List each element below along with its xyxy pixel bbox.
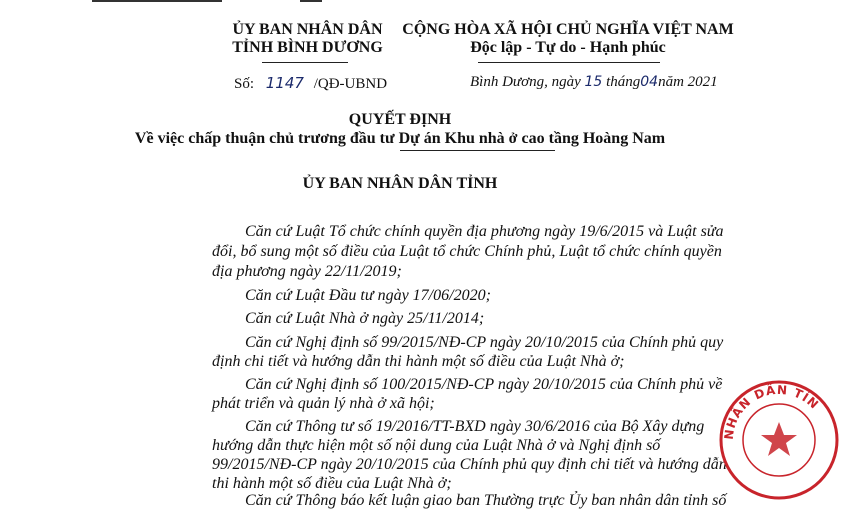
paragraph-line: Căn cứ Nghị định số 100/2015/NĐ-CP ngày 20/10/2015 của Chính phủ về: [245, 376, 723, 393]
handwritten-month: 04: [640, 74, 659, 90]
paragraph-line: địa phương ngày 22/11/2019;: [212, 263, 402, 280]
document-date: [470, 74, 718, 91]
authority-heading: ỦY BAN NHÂN DÂN TỈNH: [302, 175, 498, 192]
paragraph-line: Căn cứ Luật Tổ chức chính quyền địa phương ngày 19/6/2015 và Luật sửa: [245, 223, 724, 240]
paragraph-line: Căn cứ Thông báo kết luận giao ban Thường trực Ủy ban nhân dân tỉnh số: [245, 492, 727, 509]
official-seal-stamp: [717, 378, 842, 503]
decision-title: QUYẾT ĐỊNH: [348, 111, 452, 128]
paragraph-line: Căn cứ Thông tư số 19/2016/TT-BXD ngày 30/6/2016 của Bộ Xây dựng: [245, 418, 705, 435]
paragraph-line: thi hành một số điều của Luật Nhà ở;: [212, 475, 452, 492]
issuer-line-2: TỈNH BÌNH DƯƠNG: [232, 39, 383, 56]
paragraph-line: phát triển và quản lý nhà ở xã hội;: [212, 395, 435, 412]
seal-lettering: NHÂN DÂN TỈN: [721, 382, 822, 441]
scan-edge-mark: [92, 0, 222, 2]
paragraph-line: 99/2015/NĐ-CP ngày 20/10/2015 của Chính phủ quy định chi tiết và hướng dẫn: [212, 456, 727, 473]
issuer-line-1: ỦY BAN NHÂN DÂN: [232, 21, 383, 38]
national-title: CỘNG HÒA XÃ HỘI CHỦ NGHĨA VIỆT NAM: [402, 21, 734, 38]
date-month-label: tháng: [606, 74, 641, 90]
motto-underline: [478, 62, 660, 63]
paragraph-line: hướng dẫn thực hiện một số nội dung của Luật Nhà ở và Nghị định số: [212, 437, 661, 454]
handwritten-number: 1147: [265, 74, 304, 92]
scan-edge-mark: [300, 0, 322, 2]
issuer-underline: [262, 62, 348, 63]
date-year: năm 2021: [658, 74, 718, 90]
paragraph-line: Căn cứ Nghị định số 99/2015/NĐ-CP ngày 20/10/2015 của Chính phủ quy: [245, 334, 724, 351]
paragraph-line: đổi, bổ sung một số điều của Luật tổ chức Chính phủ, Luật tổ chức chính quyền: [212, 243, 722, 260]
date-place: Bình Dương, ngày: [470, 74, 581, 90]
paragraph-line: Căn cứ Luật Đầu tư ngày 17/06/2020;: [245, 287, 491, 304]
handwritten-day: 15: [584, 74, 603, 90]
number-prefix: Số:: [234, 76, 255, 92]
paragraph-line: định chi tiết và hướng dẫn thi hành một số điều của Luật Nhà ở;: [212, 353, 625, 370]
subject-underline: [400, 150, 555, 151]
decision-subject: Về việc chấp thuận chủ trương đầu tư Dự án Khu nhà ở cao tầng Hoàng Nam: [134, 130, 666, 147]
number-suffix: /QĐ-UBND: [313, 76, 388, 92]
document-number: [234, 74, 387, 93]
paragraph-line: Căn cứ Luật Nhà ở ngày 25/11/2014;: [245, 310, 485, 327]
national-motto: Độc lập - Tự do - Hạnh phúc: [470, 39, 666, 56]
